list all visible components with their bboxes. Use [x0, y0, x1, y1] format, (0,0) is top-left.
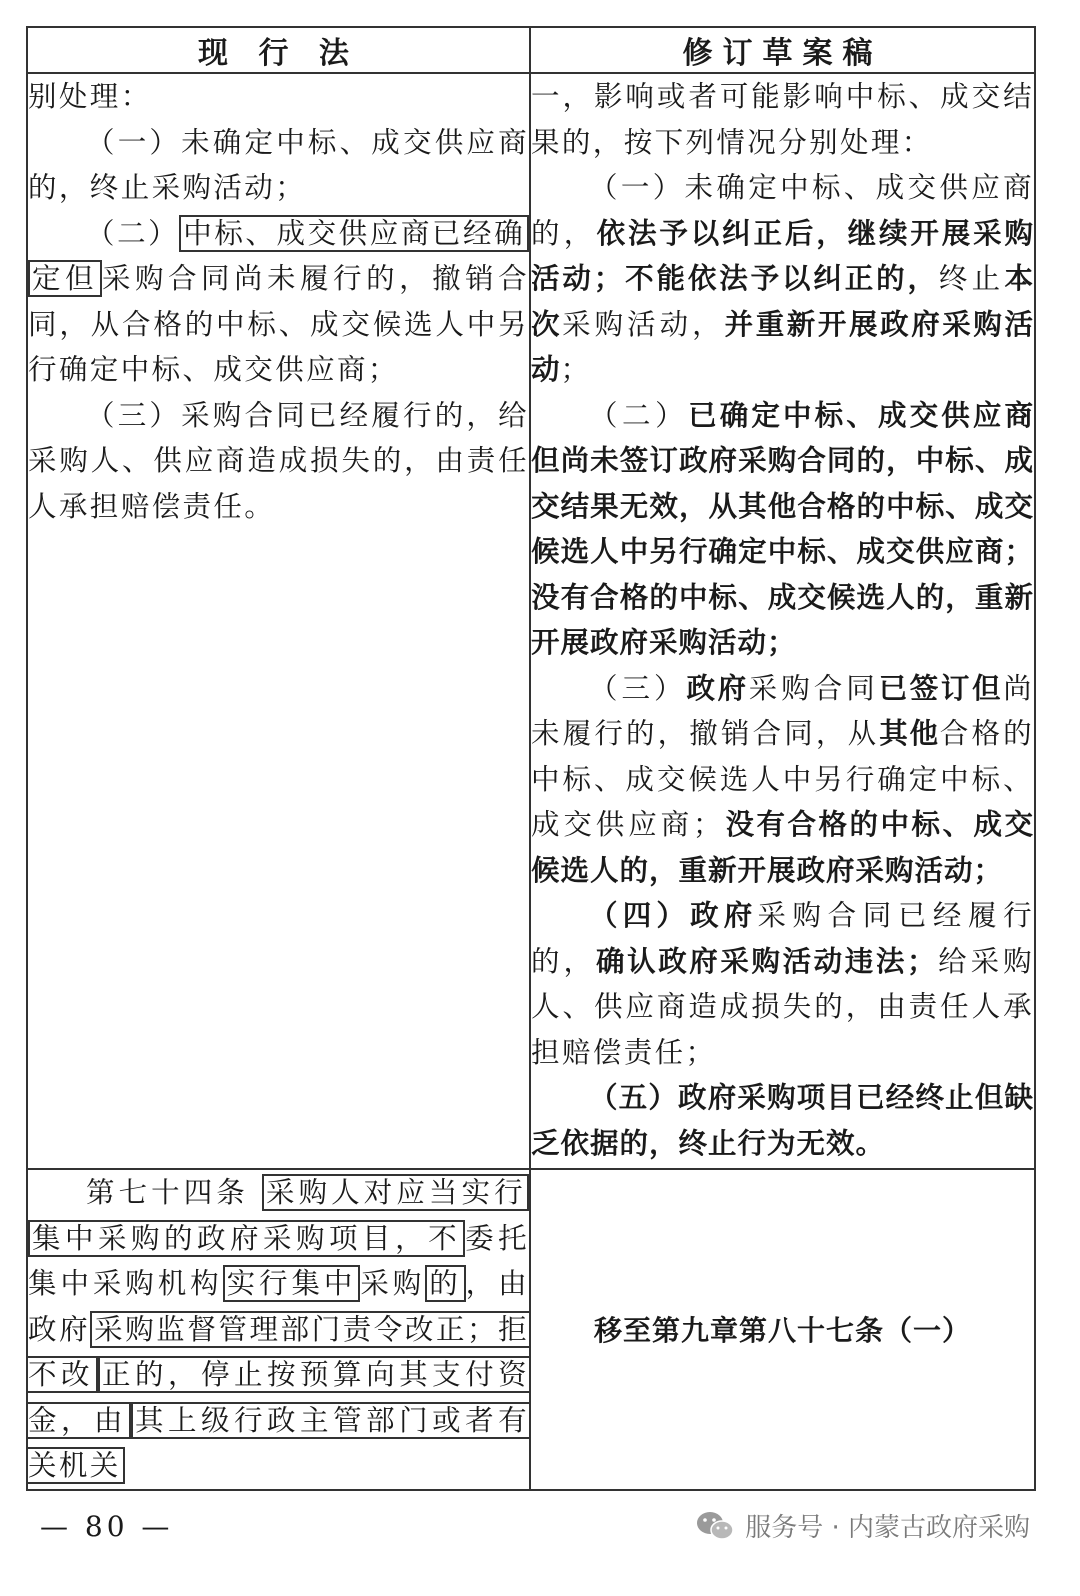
right-p1: 一，影响或者可能影响中标、成交结果的，按下列情况分别处理：: [531, 80, 1034, 159]
revised-draft-cell-1: [530, 73, 1035, 1169]
article-74-text: 第七十四条 采购人对应当实行集中采购的政府采购项目，不 委托集中采购机构 实行集中 采购 的 ，由政府 采购监督管理部门责令改正；拒不改 正的，停止按预算向其支付资金，由 其上级行政主管部门或者有关机关: [28, 1176, 530, 1482]
moved-note: 移至第九章第八十七条（一）: [530, 1169, 1035, 1490]
current-law-cell-2: [27, 1169, 530, 1490]
comparison-table: [26, 26, 1036, 1491]
right-p5: （四）政府采购合同已经履行的，确认政府采购活动违法；给采购人、供应商造成损失的，由责任人承担赔偿责任；: [531, 899, 1034, 1069]
page-number: — 80 —: [40, 1510, 174, 1543]
right-p3: （二）已确定中标、成交供应商但尚未签订政府采购合同的，中标、成交结果无效，从其他合格的中标、成交候选人中另行确定中标、成交供应商；没有合格的中标、成交候选人的，重新开展政府采购活动；: [531, 398, 1034, 659]
watermark: [695, 1507, 1030, 1544]
left-p4: （三）采购合同已经履行的，给采购人、供应商造成损失的，由责任人承担赔偿责任。: [28, 398, 529, 523]
left-p3: （二） 中标、成交供应商已经确定但 采购合同尚未履行的，撤销合同，从合格的中标、成交候选人中另行确定中标、成交供应商；: [28, 216, 529, 386]
watermark-text: 服务号 · 内蒙古政府采购: [745, 1513, 1030, 1543]
highlight-box: 中标、成交供应商已经确: [179, 215, 529, 252]
right-p4: （三）政府采购合同已签订但尚未履行的，撤销合同，从其他合格的中标、成交候选人中另行确定中标、成交供应商；没有合格的中标、成交候选人的，重新开展政府采购活动；: [531, 671, 1034, 887]
header-current-law: 现 行 法: [27, 27, 530, 73]
left-p2: （一）未确定中标、成交供应商的，终止采购活动；: [28, 125, 529, 204]
header-revised-draft: 修订草案稿: [530, 27, 1035, 73]
highlight-box: 定但: [28, 260, 102, 297]
right-p2: （一）未确定中标、成交供应商的，依法予以纠正后，继续开展采购活动；不能依法予以纠正的，终止本次采购活动，并重新开展政府采购活动；: [531, 171, 1034, 386]
current-law-cell-1: [27, 73, 530, 1169]
wechat-icon: [695, 1510, 735, 1542]
left-p1: 别处理：: [28, 80, 152, 113]
right-p6: （五）政府采购项目已经终止但缺乏依据的，终止行为无效。: [531, 1081, 1034, 1160]
